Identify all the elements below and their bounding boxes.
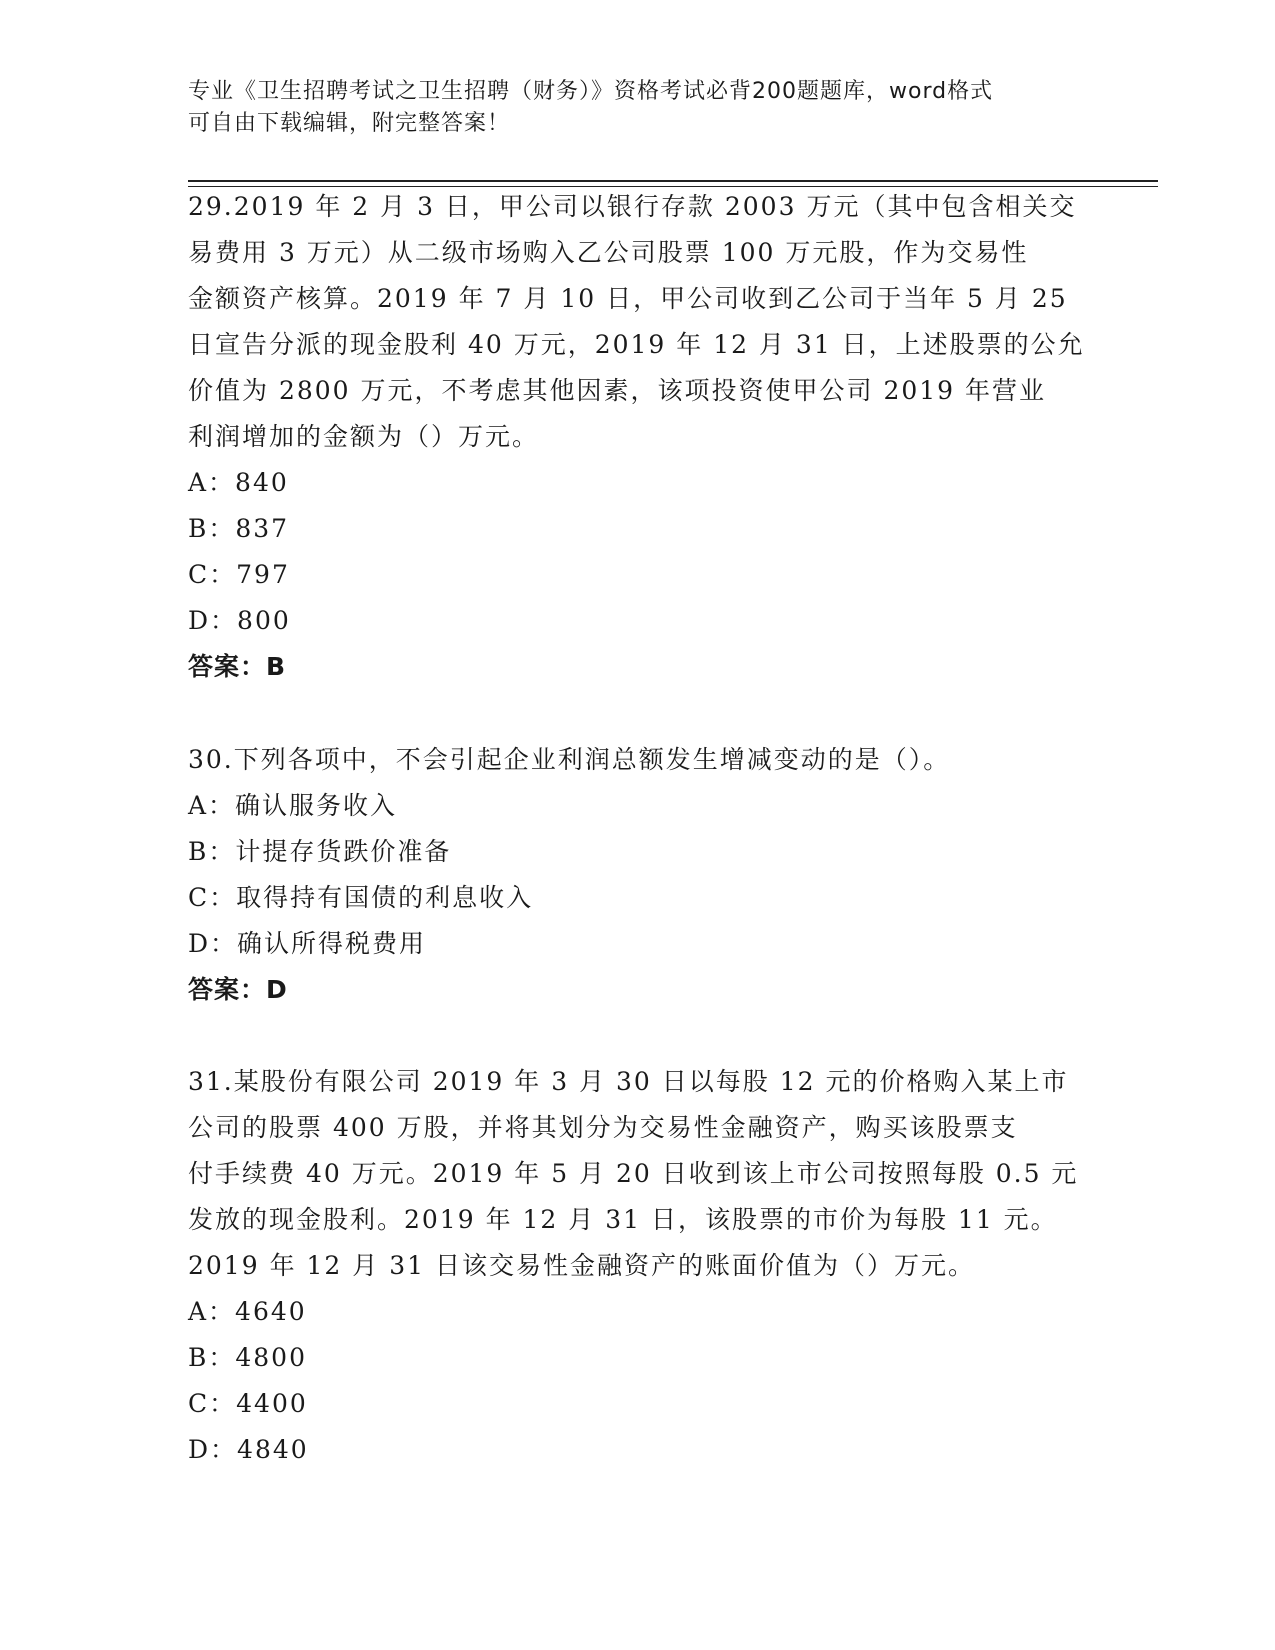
question-29 — [188, 184, 1088, 690]
question-text-line: 发放的现金股利。2019 年 12 月 31 日，该股票的市价为每股 11 元。 — [188, 1205, 1058, 1234]
option-a: A：840 — [188, 468, 289, 497]
question-text-line: 易费用 3 万元）从二级市场购入乙公司股票 100 万元股，作为交易性 — [188, 238, 1029, 267]
question-text-line: 31.某股份有限公司 2019 年 3 月 30 日以每股 12 元的价格购入某上市 — [188, 1067, 1069, 1096]
option-c: C：797 — [188, 560, 290, 589]
header-divider-thick — [188, 180, 1158, 182]
option-d: D：4840 — [188, 1435, 309, 1464]
option-b: B：4800 — [188, 1343, 307, 1372]
question-text-line: 日宣告分派的现金股利 40 万元，2019 年 12 月 31 日，上述股票的公允 — [188, 330, 1085, 359]
question-text-line: 付手续费 40 万元。2019 年 5 月 20 日收到该上市公司按照每股 0.5 元 — [188, 1159, 1079, 1188]
answer: 答案：B — [188, 652, 287, 681]
question-31 — [188, 1059, 1088, 1473]
option-b: B：计提存货跌价准备 — [188, 837, 452, 866]
question-30 — [188, 737, 1088, 1013]
option-a: A：确认服务收入 — [188, 791, 398, 820]
document-header — [188, 76, 1088, 140]
header-line-2: 可自由下载编辑，附完整答案！ — [188, 111, 511, 136]
option-d: D：确认所得税费用 — [188, 929, 427, 958]
question-text-line: 公司的股票 400 万股，并将其划分为交易性金融资产，购买该股票支 — [188, 1113, 1018, 1142]
option-c: C：4400 — [188, 1389, 308, 1418]
question-text-line: 利润增加的金额为（）万元。 — [188, 422, 540, 451]
question-text-line: 30.下列各项中，不会引起企业利润总额发生增减变动的是（）。 — [188, 745, 951, 774]
question-text-line: 价值为 2800 万元，不考虑其他因素，该项投资使甲公司 2019 年营业 — [188, 376, 1047, 405]
option-c: C：取得持有国债的利息收入 — [188, 883, 534, 912]
answer: 答案：D — [188, 975, 288, 1004]
option-d: D：800 — [188, 606, 291, 635]
question-text-line: 29.2019 年 2 月 3 日，甲公司以银行存款 2003 万元（其中包含相关交 — [188, 192, 1077, 221]
header-line-1: 专业《卫生招聘考试之卫生招聘（财务）》资格考试必背200题题库，word格式 — [188, 79, 994, 104]
option-b: B：837 — [188, 514, 290, 543]
option-a: A：4640 — [188, 1297, 307, 1326]
question-text-line: 2019 年 12 月 31 日该交易性金融资产的账面价值为（）万元。 — [188, 1251, 975, 1280]
question-text-line: 金额资产核算。2019 年 7 月 10 日，甲公司收到乙公司于当年 5 月 25 — [188, 284, 1068, 313]
